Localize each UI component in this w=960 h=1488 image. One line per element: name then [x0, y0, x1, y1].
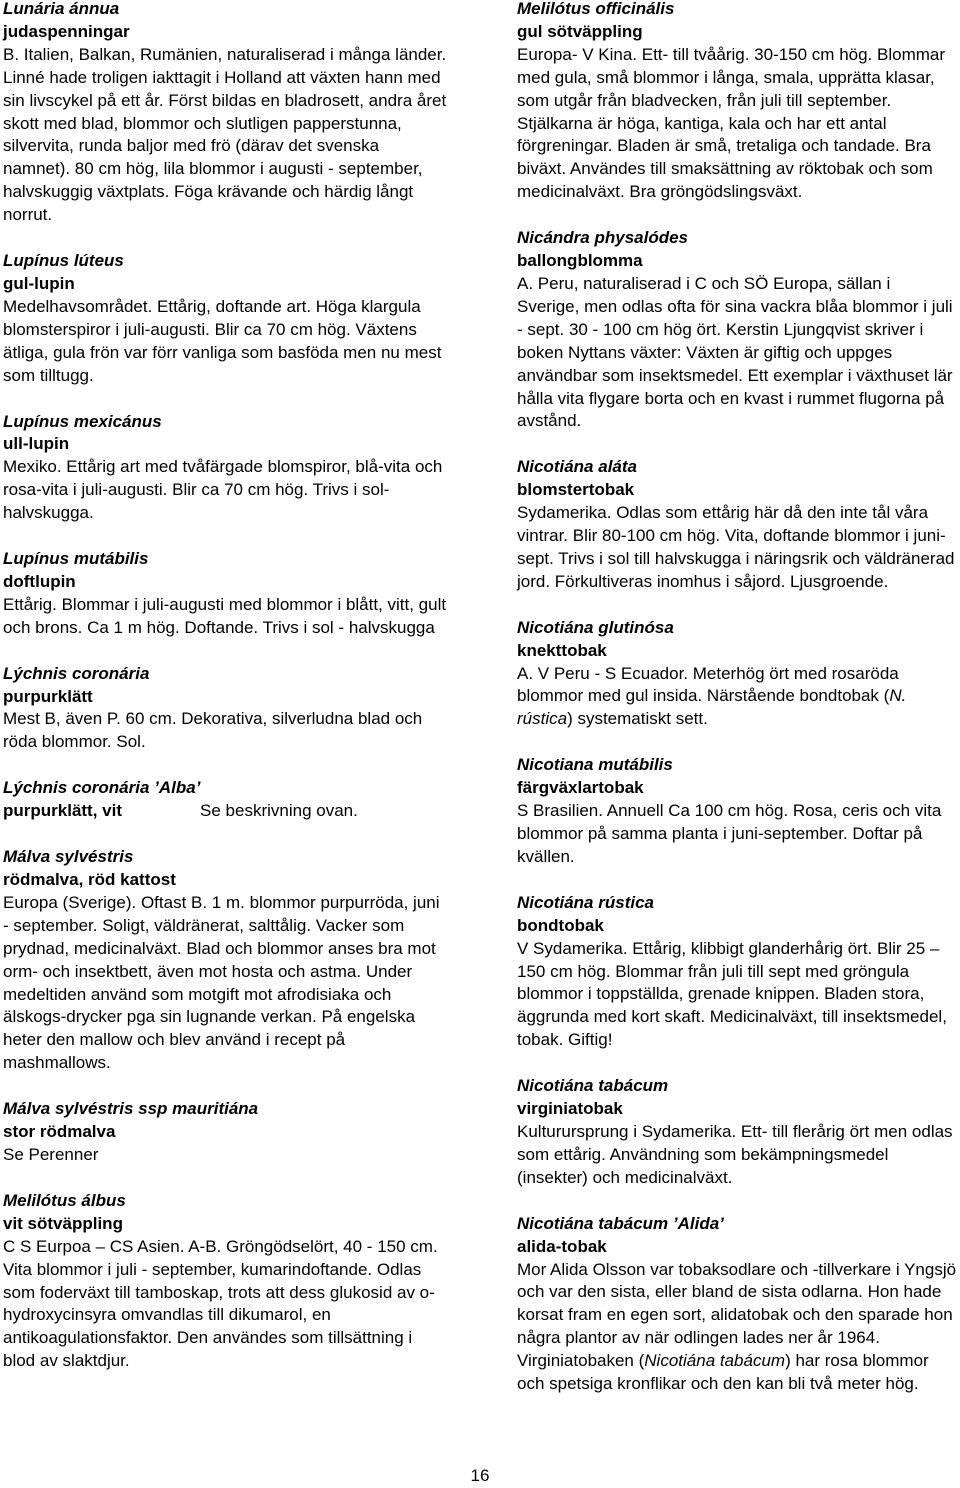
page-number: 16 — [470, 1466, 490, 1485]
description: B. Italien, Balkan, Rumänien, naturaliserad i många länder. Linné hade troligen iakttagit i Holland att växten hann med sin livscykel på ett år. Först bildas en bladrosett, andra året skott med blad, blommor och slutligen papperstunna, silvervita, runda baljor med frö (därav det svenska namnet). 80 cm hög, lila blommor i augusti - september, halvskuggig växtplats. Föga krävande och härdig långt norrut. — [3, 44, 447, 225]
common-name: ballongblomma — [517, 251, 643, 271]
common-name: purpurklätt — [3, 686, 93, 706]
plant-entry — [3, 548, 449, 640]
description: Sydamerika. Odlas som ettårig här då den inte tål våra vintrar. Blir 80-100 cm hög. Vita, doftande blommor i juni-sept. Trivs i sol till halvskugga i näringsrik och väldränerad jord. Förkultiveras inomhus i såjord. Ljusgroende. — [517, 503, 955, 591]
plant-entry — [3, 250, 449, 387]
scientific-name: Nicotiána tabácum ’Alida’ — [517, 1213, 724, 1233]
common-name: stor rödmalva — [3, 1122, 116, 1142]
description: V Sydamerika. Ettårig, klibbigt glanderhårig ört. Blir 25 – 150 cm hög. Blommar från juli till sept med gröngula blommor i toppställda, grenade knippen. Bladen stora, äggrunda med kort skaft. Medicinalväxt, till insektsmedel, tobak. Giftig! — [517, 938, 947, 1050]
plant-entry — [517, 0, 957, 204]
description: Europa (Sverige). Oftast B. 1 m. blommor purpurröda, juni - september. Soligt, väldränerat, salttålig. Vacker som prydnad, medicinalväxt. Blad och blommor anses bra mot orm- och insektbett, även mot hosta och astma. Under medeltiden använd som motgift mot afrodisiaka och älskogs-drycker pga sin lugnande verkan. På engelska heter den mallow och blev använd i recept på mashmallows. — [3, 892, 440, 1073]
plant-entry — [3, 0, 449, 227]
scientific-name: Lýchnis coronária — [3, 663, 150, 683]
scientific-name: Lýchnis coronária ’Alba’ — [3, 778, 201, 798]
scientific-name: Nicándra physalódes — [517, 228, 689, 248]
scientific-name: Melilótus officinális — [517, 0, 675, 18]
common-name: judaspenningar — [3, 21, 130, 41]
common-name-line — [3, 800, 449, 823]
italic-name: Nicotiána tabácum — [644, 1351, 786, 1371]
plant-entry — [3, 1190, 449, 1373]
scientific-name: Málva sylvéstris — [3, 847, 134, 867]
scientific-name: Melilótus álbus — [3, 1190, 126, 1210]
plant-entry — [3, 411, 449, 526]
plant-entry — [3, 1098, 449, 1167]
common-name: ull-lupin — [3, 434, 70, 454]
plant-entry — [517, 1075, 957, 1190]
scientific-name: Nicotiana mutábilis — [517, 755, 673, 775]
scientific-name: Lupínus mexicánus — [3, 411, 162, 431]
plant-entry — [517, 617, 957, 732]
scientific-name: Lupínus mutábilis — [3, 549, 149, 569]
scientific-name: Nicotiána rústica — [517, 892, 654, 912]
left-column — [3, 0, 449, 1396]
description: C S Eurpoa – CS Asien. A-B. Gröngödselört, 40 - 150 cm. Vita blommor i juli - september, kumarindoftande. Odlas som foderväxt till tamboskap, trots att dess glukosid av o-hydroxycinsyra omvandlas till dikumarol, en antikoagulationsfaktor. Den användes som tillsättning i blod av slaktdjur. — [3, 1236, 438, 1371]
plant-entry — [517, 754, 957, 869]
common-name: blomstertobak — [517, 480, 635, 500]
scientific-name: Nicotiána aláta — [517, 457, 637, 477]
scientific-name: Nicotiána glutinósa — [517, 617, 674, 637]
plant-entry — [517, 456, 957, 593]
scientific-name: Lunária ánnua — [3, 0, 120, 18]
common-name: virginiatobak — [517, 1099, 623, 1119]
common-name: rödmalva, röd kattost — [3, 870, 176, 889]
common-name: vit sötväppling — [3, 1213, 123, 1233]
description: Ettårig. Blommar i juli-augusti med blommor i blått, vitt, gult och brons. Ca 1 m hög. Doftande. Trivs i sol - halvskugga — [3, 594, 447, 637]
cross-reference-note: Se beskrivning ovan. — [200, 801, 358, 821]
description: Medelhavsområdet. Ettårig, doftande art. Höga klargula blomsterspiror i juli-augusti. Blir ca 70 cm hög. Växtens ätliga, gula frön var förr vanliga som basföda men nu mest som tilltugg. — [3, 296, 442, 385]
plant-entry — [517, 1213, 957, 1396]
description: Kulturursprung i Sydamerika. Ett- till flerårig ört men odlas som ettårig. Användning som bekämpningsmedel (insekter) och medicinalväxt. — [517, 1121, 953, 1187]
right-column — [517, 0, 957, 1419]
common-name: alida-tobak — [517, 1236, 607, 1256]
common-name: doftlupin — [3, 571, 76, 591]
common-name: bondtobak — [517, 915, 604, 935]
common-name: purpurklätt, vit — [3, 801, 123, 821]
description: A. Peru, naturaliserad i C och SÖ Europa, sällan i Sverige, men odlas ofta för sina vackra blåa blommor i juli - sept. 30 - 100 cm hög ört. Kerstin Ljungqvist skriver i boken Nyttans växter: Växten är giftig och uppges användbar som insektsmedel. Ett exemplar i växthuset lär hålla vita flygare borta och en kvast i rummet flugorna på avstånd. — [517, 273, 953, 431]
plant-entry — [3, 846, 449, 1075]
plant-entry — [517, 892, 957, 1052]
italic-name: N. rústica — [517, 686, 907, 729]
description: Europa- V Kina. Ett- till tvåårig. 30-150 cm hög. Blommar med gula, små blommor i långa, smala, upprätta klasar, som utgår från bladvecken, från juli till september. Stjälkarna är höga, kantiga, kala och har ett antal förgreningar. Bladen är små, tretaliga och tandade. Bra biväxt. Användes till smaksättning av röktobak och som medicinalväxt. Bra gröngödslingsväxt. — [517, 44, 946, 202]
common-name: gul sötväppling — [517, 21, 643, 41]
plant-entry — [3, 663, 449, 755]
scientific-name: Málva sylvéstris ssp mauritiána — [3, 1099, 259, 1119]
plant-entry — [3, 777, 449, 823]
plant-entry — [517, 227, 957, 433]
scientific-name: Lupínus lúteus — [3, 251, 124, 271]
description: S Brasilien. Annuell Ca 100 cm hög. Rosa, ceris och vita blommor på samma planta i juni-september. Doftar på kvällen. — [517, 801, 942, 866]
common-name: färgväxlartobak — [517, 778, 644, 798]
description: A. V Peru - S Ecuador. Meterhög ört med rosaröda blommor med gul insida. Närstående bondtobak (N. rústica) systematiskt sett. — [517, 663, 907, 729]
scientific-name: Nicotiána tabácum — [517, 1076, 669, 1096]
description: Mexiko. Ettårig art med tvåfärgade blomspiror, blå-vita och rosa-vita i juli-augusti. Blir ca 70 cm hög. Trivs i sol-halvskugga. — [3, 457, 443, 523]
description: Se Perenner — [3, 1144, 99, 1164]
description: Mor Alida Olsson var tobaksodlare och -tillverkare i Yngsjö och var den sista, eller bland de sista odlarna. Hon hade korsat fram en egen sort, alidatobak och den sparade hon några plantor av när odlingen lades ner år 1964. Virginiatobaken (Nicotiána tabácum) har rosa blommor och spetsiga kronflikar och den kan bli två meter hög. — [517, 1259, 957, 1394]
description: Mest B, även P. 60 cm. Dekorativa, silverludna blad och röda blommor. Sol. — [3, 709, 423, 752]
common-name: knekttobak — [517, 640, 607, 660]
common-name: gul-lupin — [3, 273, 75, 293]
